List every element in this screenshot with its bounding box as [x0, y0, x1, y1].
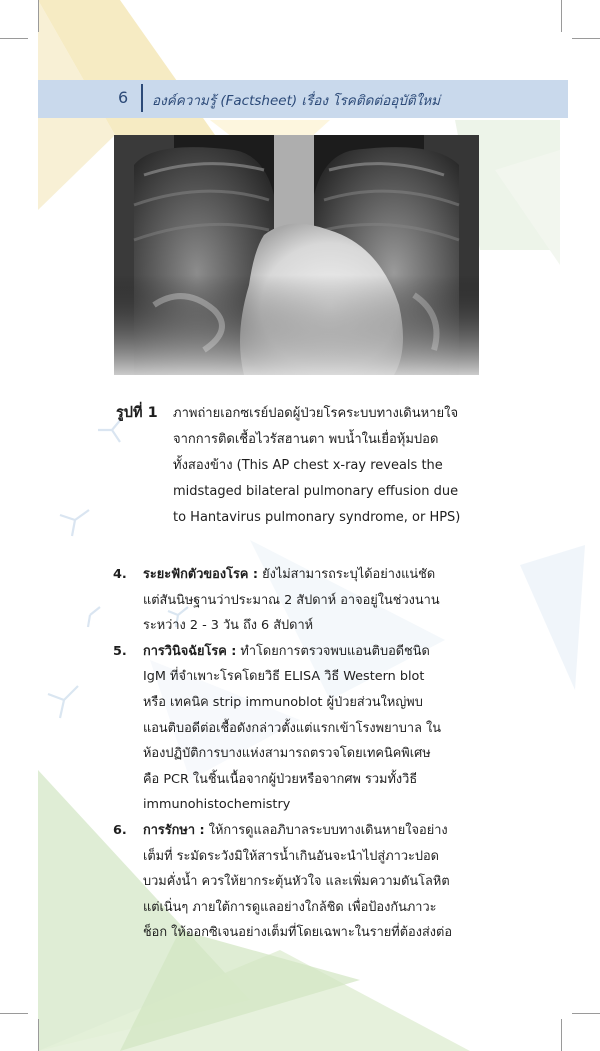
item-text-line: IgM ที่จำเพาะโรคโดยวิธี ELISA วิธี Western blot: [143, 669, 425, 685]
caption-line: ทั้งสองข้าง (This AP chest x-ray reveals the: [173, 458, 443, 473]
list-item-incubation: [113, 562, 483, 639]
item-text-line: คือ PCR ในชิ้นเนื้อจากผู้ป่วยหรือจากศพ รวมทั้งวิธี: [143, 771, 418, 787]
figure-caption: [173, 401, 479, 531]
page-number: 6: [118, 88, 129, 107]
crop-mark: [38, 1019, 39, 1051]
crop-mark: [38, 0, 39, 32]
header-title: องค์ความรู้ (Factsheet) เรื่อง โรคติดต่ออุบัติใหม่: [152, 93, 441, 109]
item-heading: การรักษา :: [143, 822, 205, 838]
item-text-line: ระหว่าง 2 - 3 วัน ถึง 6 สัปดาห์: [143, 618, 314, 634]
item-number: 6.: [113, 822, 127, 838]
item-text-line: ช็อก ให้ออกซิเจนอย่างเต็มที่โดยเฉพาะในรายที่ต้องส่งต่อ: [143, 925, 453, 941]
item-text: ทำโดยการตรวจพบแอนติบอดีชนิด: [236, 643, 430, 659]
header-divider: [141, 84, 143, 112]
crop-mark: [0, 1013, 28, 1014]
chest-xray-image: [114, 135, 479, 375]
xray-drawing: [114, 135, 479, 375]
list-item-diagnosis: [113, 639, 483, 818]
item-text-line: แต่สันนิษฐานว่าประมาณ 2 สัปดาห์ อาจอยู่ในช่วงนาน: [143, 592, 440, 608]
crop-mark: [572, 38, 600, 39]
crop-mark: [572, 1013, 600, 1014]
list-item-treatment: [113, 818, 483, 946]
crop-mark: [0, 38, 28, 39]
item-heading: ระยะฟักตัวของโรค :: [143, 567, 258, 582]
item-text-line: แต่เนิ่นๆ ภายใต้การดูแลอย่างใกล้ชิด เพื่อป้องกันภาวะ: [143, 899, 437, 915]
numbered-list: [113, 562, 483, 946]
item-text-line: ห้องปฏิบัติการบางแห่งสามารถตรวจโดยเทคนิคพิเศษ: [143, 746, 431, 762]
item-heading: การวินิจฉัยโรค :: [143, 643, 237, 659]
figure-label: รูปที่ 1: [116, 405, 158, 421]
crop-mark: [561, 1019, 562, 1051]
item-text: ให้การดูแลอภิบาลระบบทางเดินหายใจอย่าง: [204, 822, 448, 838]
item-text-line: บวมคั่งน้ำ ควรให้ยากระตุ้นหัวใจ และเพิ่มความดันโลหิต: [143, 874, 450, 890]
item-text: ยังไม่สามารถระบุได้อย่างแน่ชัด: [258, 567, 436, 582]
item-text-line: เต็มที่ ระมัดระวังมิให้สารน้ำเกินอันจะนำไปสู่ภาวะปอด: [143, 848, 439, 864]
caption-line: จากการติดเชื้อไวรัสฮานตา พบน้ำในเยื่อหุ้มปอด: [173, 432, 439, 447]
item-number: 5.: [113, 643, 127, 659]
item-text-line: immunohistochemistry: [143, 797, 291, 813]
item-text-line: หรือ เทคนิค strip immunoblot ผู้ป่วยส่วนใหญ่พบ: [143, 694, 423, 710]
item-number: 4.: [113, 567, 127, 582]
caption-line: midstaged bilateral pulmonary effusion due: [173, 484, 459, 499]
item-text-line: แอนติบอดีต่อเชื้อดังกล่าวตั้งแต่แรกเข้าโรงพยาบาล ใน: [143, 720, 441, 736]
caption-line: to Hantavirus pulmonary syndrome, or HPS): [173, 510, 461, 525]
caption-line: ภาพถ่ายเอกซเรย์ปอดผู้ป่วยโรคระบบทางเดินหายใจ: [173, 406, 459, 421]
crop-mark: [561, 0, 562, 32]
